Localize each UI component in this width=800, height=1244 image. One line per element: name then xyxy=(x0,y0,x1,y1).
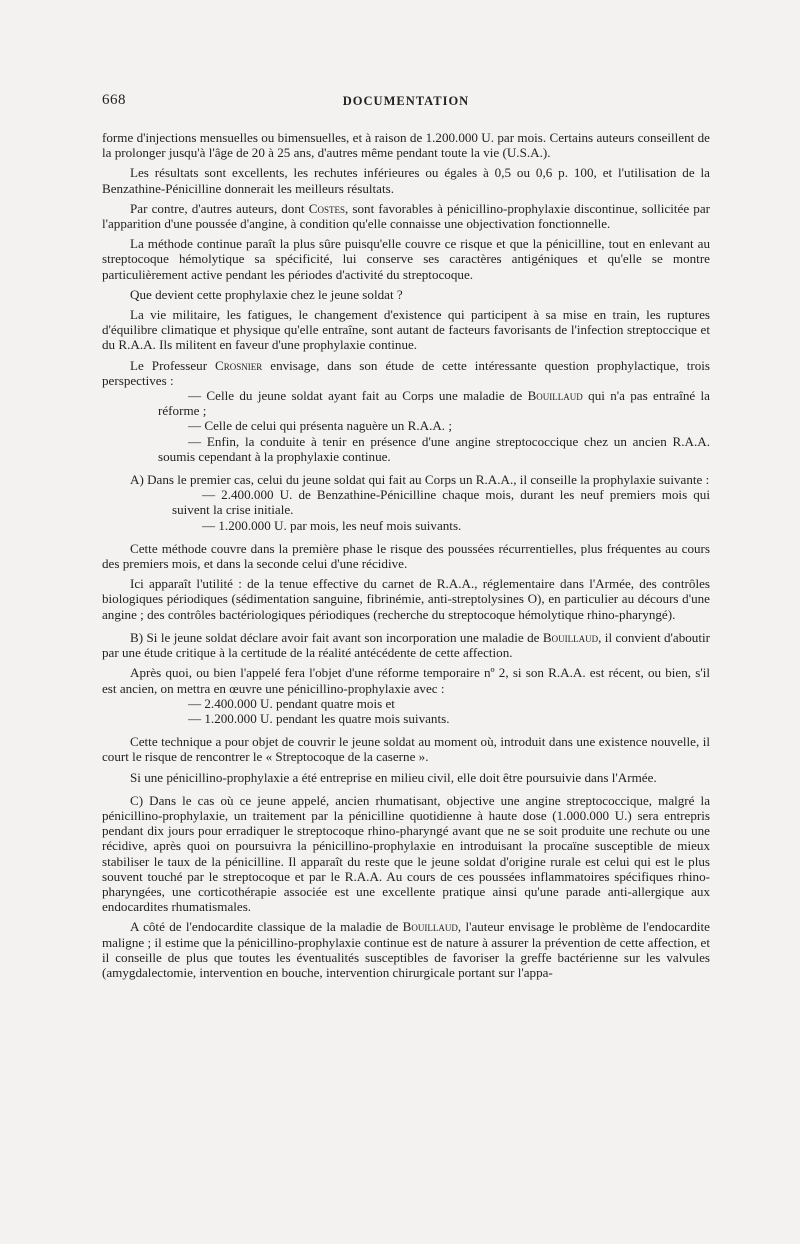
list-item: — Enfin, la conduite à tenir en présence d'une angine streptococcique chez un ancien R.A.A. soumis cependant à la prophylaxie continue. xyxy=(158,433,710,464)
page-number: 668 xyxy=(102,92,126,108)
body-text xyxy=(102,130,710,985)
paragraph: Par contre, d'autres auteurs, dont Costes, sont favorables à pénicillino-prophylaxie discontinue, sollicitée par l'apparition d'une poussée d'angine, à condition qu'elle connaisse une objectivation fonctionnelle. xyxy=(102,200,711,232)
paragraph: La méthode continue paraît la plus sûre puisqu'elle couvre ce risque et que la pénicilline, tout en enlevant au streptocoque hémolytique sa spécificité, lui conserve ses caractères antigéniques et qu'elle se montre particulièrement active pendant les périodes d'activité du streptocoque. xyxy=(102,236,710,282)
paragraph: C) Dans le cas où ce jeune appelé, ancien rhumatisant, objective une angine streptococcique, malgré la pénicillino-prophylaxie, un traitement par la pénicilline quotidienne à haute dose (1.000.000 U.) sera entrepris pendant dix jours pour erradiquer le streptocoque rhino-pharyngé avant que ne se soit produite une rechute ou une récidive, après quoi on poursuivra la pénicillino-prophylaxie en introduisant la procaïne susceptible de mieux stabiliser le taux de la pénicilline. Il apparaît du reste que le jeune soldat d'origine rurale est celui qui est le plus souvent touché par le streptocoque et par le R.A.A. Au cours de ces poussées inflammatoires spécifiques rhino-pharyngées, une corticothérapie associée est une excellente pratique ainsi qu'une parade anti-allergique aux endocardites rhumatismales. xyxy=(102,792,710,915)
paragraph: Après quoi, ou bien l'appelé fera l'objet d'une réforme temporaire nº 2, si son R.A.A. est récent, ou bien, s'il est ancien, on mettra en œuvre une pénicillino-prophylaxie avec : xyxy=(102,665,710,696)
paragraph: forme d'injections mensuelles ou bimensuelles, et à raison de 1.200.000 U. par mois. Certains auteurs conseillent de la prolonger jusqu'à l'âge de 20 à 25 ans, d'autres même pendant toute la vie (U.S.A.). xyxy=(102,130,710,161)
paragraph: Que devient cette prophylaxie chez le jeune soldat ? xyxy=(130,286,403,302)
list-item: — Celle du jeune soldat ayant fait au Corps une maladie de Bouillaud qui n'a pas entraîné la réforme ; xyxy=(158,388,710,419)
paragraph: Le Professeur Crosnier envisage, dans son étude de cette intéressante question prophylactique, trois perspectives : xyxy=(102,357,710,388)
page-header xyxy=(102,92,710,112)
paragraph: Si une pénicillino-prophylaxie a été entreprise en milieu civil, elle doit être poursuivie dans l'Armée. xyxy=(130,769,657,785)
paragraph: Cette technique a pour objet de couvrir le jeune soldat au moment où, introduit dans une existence nouvelle, il court le risque de rencontrer le « Streptocoque de la caserne ». xyxy=(102,734,710,765)
paragraph: B) Si le jeune soldat déclare avoir fait avant son incorporation une maladie de Bouillaud, il convient d'aboutir par une étude critique à la certitude de la réalité antécédente de cette affection. xyxy=(102,629,710,661)
list-item: — 2.400.000 U. de Benzathine-Pénicilline chaque mois, durant les neuf premiers mois qui suivent la crise initiale. xyxy=(172,487,710,518)
list-item: — Celle de celui qui présenta naguère un R.A.A. ; xyxy=(188,418,452,434)
paragraph: A côté de l'endocardite classique de la maladie de Bouillaud, l'auteur envisage le problème de l'endocardite maligne ; il estime que la pénicillino-prophylaxie continue est de nature à assurer la prévention de cette affection, et il conseille de plus que toutes les éventualités susceptibles de favoriser la greffe bactérienne sur les valvules (amygdalectomie, intervention en bouche, intervention chirurgicale portant sur l'appa- xyxy=(102,919,710,980)
paragraph: Les résultats sont excellents, les rechutes inférieures ou égales à 0,5 ou 0,6 p. 100, et l'utilisation de la Benzathine-Pénicilline donnerait les meilleurs résultats. xyxy=(102,165,710,196)
paragraph: La vie militaire, les fatigues, le changement d'existence qui participent à sa mise en train, les ruptures d'équilibre climatique et physique qu'elle entraîne, sont autant de facteurs favorisants de l'infection streptoccique et du R.A.A. Ils militent en faveur d'une prophylaxie continue. xyxy=(102,307,710,353)
paragraph: Cette méthode couvre dans la première phase le risque des poussées récurrentielles, plus fréquentes au cours des premiers mois, et dans la seconde celui d'une récidive. xyxy=(102,540,710,572)
running-title: DOCUMENTATION xyxy=(342,94,470,108)
list-item: — 2.400.000 U. pendant quatre mois et xyxy=(188,695,395,711)
paragraph: A) Dans le premier cas, celui du jeune soldat qui fait au Corps un R.A.A., il conseille la prophylaxie suivante : xyxy=(130,472,710,488)
list-item: — 1.200.000 U. par mois, les neuf mois suivants. xyxy=(202,517,462,533)
paragraph: Ici apparaît l'utilité : de la tenue effective du carnet de R.A.A., réglementaire dans l'Armée, des contrôles biologiques périodiques (sédimentation sanguine, fibrinémie, anti-streptolysines O), en particulier au décours d'une angine ; des contrôles bactériologiques périodiques (recherche du streptocoque hémolytique rhino-pharyngé). xyxy=(102,576,710,622)
list-item: — 1.200.000 U. pendant les quatre mois suivants. xyxy=(188,710,450,726)
